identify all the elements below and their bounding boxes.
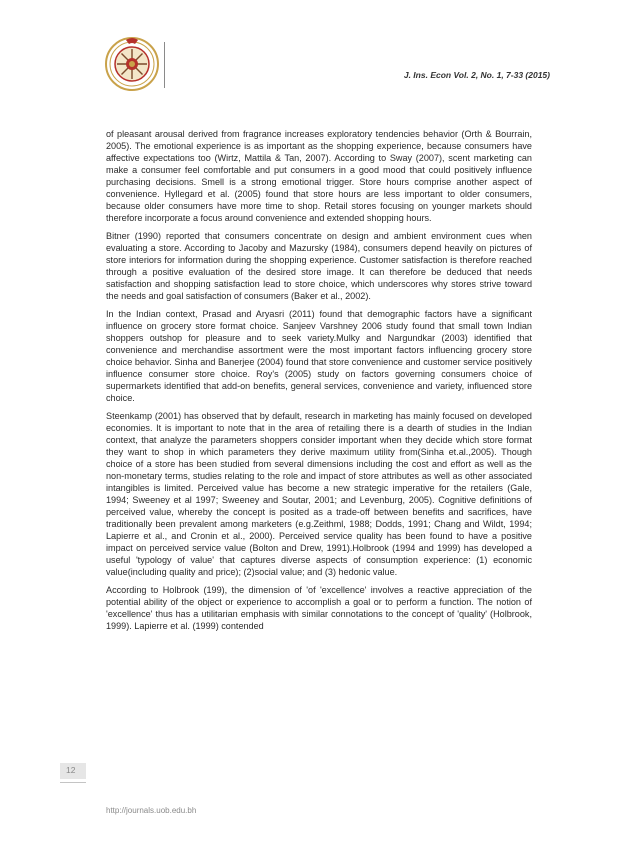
article-body xyxy=(106,128,532,637)
footer-url[interactable]: http://journals.uob.edu.bh xyxy=(106,806,197,815)
journal-logo xyxy=(104,36,160,92)
header-divider xyxy=(164,42,165,88)
paragraph: According to Holbrook (199), the dimension of 'of 'excellence' involves a reactive appreciation of the potential ability of the object or experience to accomplish a goal or to perform a function. The notion of 'excellence' thus has a utilitarian emphasis with similar connotations to the concept of 'quality' (Holbrook, 1999). Lapierre et al. (1999) contended xyxy=(106,584,532,631)
paragraph: of pleasant arousal derived from fragrance increases exploratory tendencies behavior (Orth & Bourrain, 2005). The emotional experience is as important as the shopping experience, because consumers have affective expectations too (Wirtz, Mattila & Tan, 2007). According to Sway (2007), scent marketing can make a consumer feel comfortable and put consumers in a good mood that could positively influence purchasing decisions. Smell is a strong emotional trigger. Store hours comprise another aspect of convenience. Hyllegard et al. (2005) found that store hours are less important to older consumers, because older consumers have more time to shop. Retail stores focusing on younger markets should therefore incorporate a focus around convenience and extended shopping hours. xyxy=(106,129,532,224)
paragraph: Steenkamp (2001) has observed that by default, research in marketing has mainly focused on developed economies. It is important to note that in the area of retailing there is a dearth of studies in the Indian context, that analyze the parameters shoppers consider important when they decide which store format they want to shop in which parameters they derive maximum utility from(Sinha et.al.,2005). Though choice of a store has been studied from several dimensions including the cost and effort as well as the non-monetary terms, studies relating to the role and impact of store attributes as well as other associated intangibles is limited. Perceived value has become a new strategic imperative for the retailers (Gale, 1994; Sweeney et al 1997; Sweeney and Soutar, 2001; and Levenburg, 2005). Cognitive definitions of perceived value, whereby the concept is posited as a trade-off between benefits and sacrifices, have traditionally been prevalent among marketers (e.g.Zeithml, 1988; Dodds, 1991; Chang and Wildt, 1994; Lapierre et al., and Cronin et al., 2000). Perceived service quality has been found to have a positive impact on perceived service value (Bolton and Drew, 1991).Holbrook (1994 and 1999) has developed a useful 'typology of value' that captures diverse aspects of consumption experience: (1) economic value(including quality and price); (2)social value; and (3) hedonic value. xyxy=(106,410,532,578)
footer-rule xyxy=(60,782,86,783)
journal-reference: J. Ins. Econ Vol. 2, No. 1, 7-33 (2015) xyxy=(403,70,550,80)
page-number: 12 xyxy=(66,765,76,775)
paragraph: In the Indian context, Prasad and Aryasri (2011) found that demographic factors have a significant influence on grocery store format choice. Sanjeev Varshney 2006 study found that small town Indian shoppers outshop for pleasure and to seek variety.Mulky and Nargundkar (2003) identified that convenience and merchandise assortment were the most important factors influencing grocery store choice behavior. Sinha and Banerjee (2004) found that store convenience and customer service positively influence consumer store choice. Roy's (2005) study on factors governing consumers choice of supermarkets identified that add-on benefits, general services, convenience and variety, influenced store choice. xyxy=(106,308,532,403)
paragraph: Bitner (1990) reported that consumers concentrate on design and ambient environment cues when evaluating a store. According to Jacoby and Mazursky (1984), consumers depend heavily on pictures of store interiors for information during the shopping experience. Customer satisfaction is therefore reached through a positive evaluation of the desired store image. It can therefore be deduced that needs satisfaction and shopping satisfaction lead to store choice, which underscores why stores strive toward the needs and goal satisfaction of consumers (Baker et al., 2002). xyxy=(106,230,532,302)
university-seal-icon xyxy=(104,36,160,92)
